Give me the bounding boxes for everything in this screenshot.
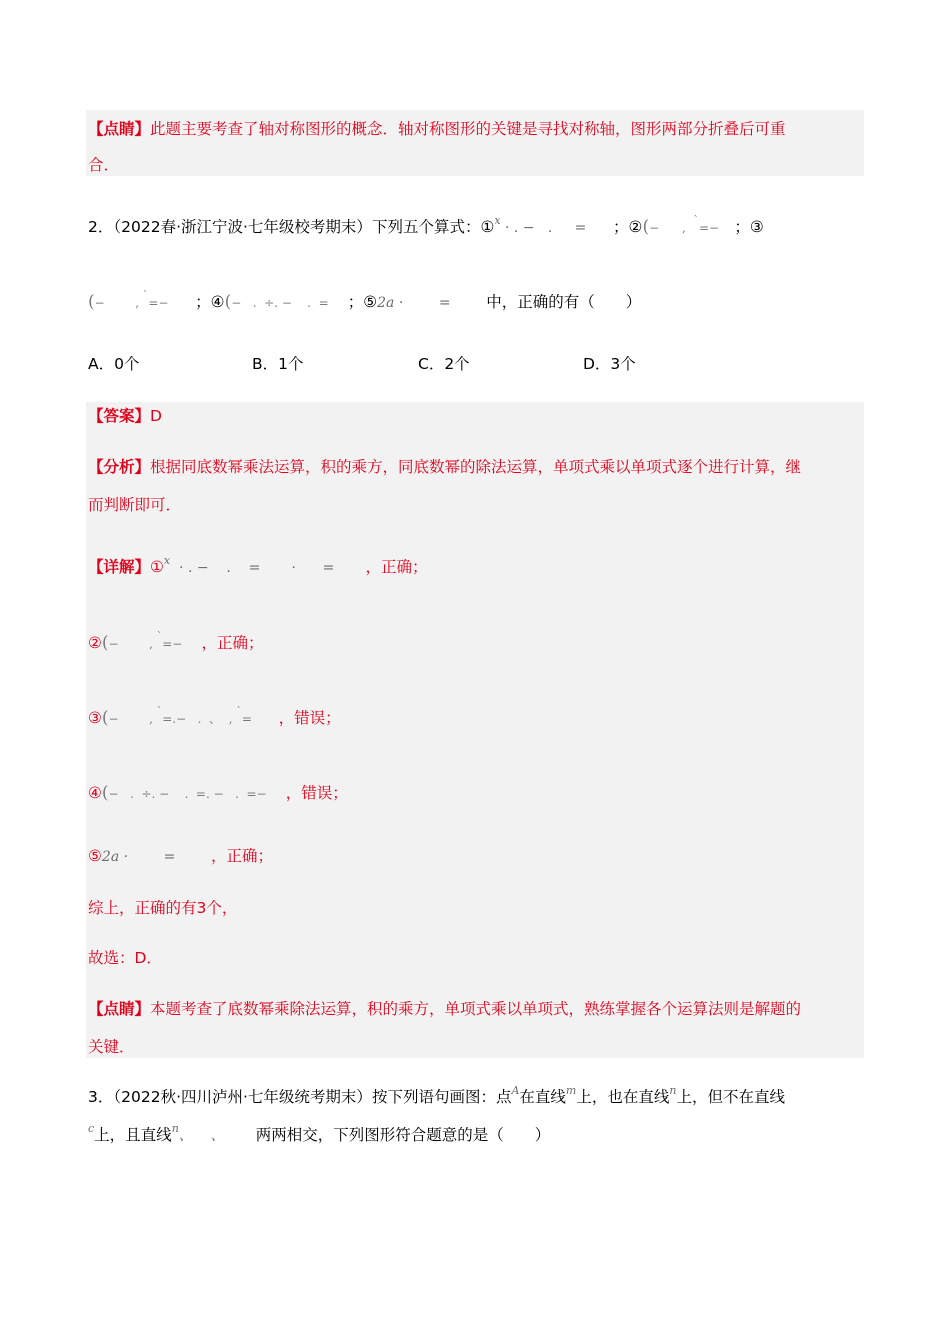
q2-source: （2022春·浙江宁波·七年级校考期末）: [113, 218, 372, 236]
comment-text: 本题考查了底数幂乘除法运算，积的乘方，单项式乘以单项式，熟练掌握各个运算法则是解题的: [150, 1000, 802, 1018]
q2-stem-e: ；⑤: [347, 293, 378, 311]
q2-formula-5: 2a · =: [377, 295, 487, 311]
detail-2-suffix: ，正确；: [201, 634, 264, 652]
q3-stem-line1: [88, 1086, 785, 1110]
q2-stem-f: 中，正确的有（ ）: [486, 293, 642, 311]
q2-stem-d: ；④: [195, 293, 225, 311]
q2-stem-b: ；②: [613, 218, 643, 236]
analysis-line2: 而判断即可．: [88, 496, 182, 514]
q3-point-a: A: [511, 1084, 520, 1097]
prev-comment-line1: [88, 118, 786, 140]
prev-comment-line2: 合．: [88, 156, 120, 174]
prev-comment-tag: 【点睛】: [88, 120, 151, 138]
choice-line: 故选：D．: [88, 949, 162, 967]
detail-3-formula: (: [101, 708, 109, 728]
q2-number: 2．: [88, 218, 114, 236]
answer-line: [88, 405, 162, 427]
comment-tag: 【点睛】: [88, 1000, 151, 1018]
analysis-text: 根据同底数幂乘法运算，积的乘方，同底数幂的除法运算，单项式乘以单项式逐个进行计算，继: [150, 458, 802, 476]
comment-line1: [88, 998, 801, 1020]
q3-stem-line2: [88, 1124, 550, 1148]
q2-option-c[interactable]: C．2个: [418, 355, 470, 373]
q3-stem-3: 上，也在直线: [576, 1088, 670, 1106]
q3-lines-formula: $^n$、 、: [171, 1122, 256, 1144]
prev-comment-text: 此题主要考查了轴对称图形的概念．轴对称图形的关键是寻找对称轴，图形两部分折叠后可重: [150, 120, 786, 138]
detail-5-prefix: ⑤: [88, 847, 102, 865]
detail-5-formula: 2a · =: [101, 849, 212, 865]
q3-number: 3．: [88, 1088, 114, 1106]
detail-1-prefix: ①: [150, 558, 164, 576]
q2-stem-c: ；③: [734, 218, 764, 236]
q2-option-b[interactable]: B．1个: [252, 355, 304, 373]
detail-4-suffix: ，错误；: [285, 784, 348, 802]
analysis-tag: 【分析】: [88, 458, 151, 476]
detail-4-prefix: ④: [88, 784, 102, 802]
detail-line3: ③(− , `=.− . 、 , `= ，错误；: [88, 705, 341, 728]
detail-4-formula: (: [101, 783, 109, 803]
q2-option-a[interactable]: A．0个: [88, 355, 140, 373]
answer-value: D: [150, 407, 162, 425]
q3-stem-6: 两两相交，下列图形符合题意的是（ ）: [255, 1126, 551, 1144]
q3-line-c: c: [88, 1122, 95, 1135]
detail-2-formula: (: [101, 633, 109, 653]
detail-5-suffix: ，正确；: [211, 847, 274, 865]
detail-2-prefix: ②: [88, 634, 102, 652]
q2-option-d[interactable]: D．3个: [583, 355, 636, 373]
q3-line-m: m: [565, 1084, 577, 1097]
analysis-line1: [88, 456, 801, 478]
q2-formula-2: (: [642, 217, 650, 237]
comment-line2: 关键．: [88, 1038, 135, 1056]
q2-formula-3: (: [88, 292, 95, 312]
detail-3-suffix: ，错误；: [278, 709, 341, 727]
q2-stem-a: 下列五个算式：①: [371, 218, 495, 236]
q3-stem-4: 上，但不在直线: [676, 1088, 785, 1106]
q2-formula-4: (: [224, 292, 232, 312]
detail-line2: ②(− , `=− ，正确；: [88, 630, 264, 653]
q3-stem-5: 上，且直线: [94, 1126, 172, 1144]
detail-1-formula: $^x$ · . − . = · =: [163, 554, 366, 576]
q2-stem-line2: (− , `=− ；④(− . ÷. − . = ；⑤2a · = 中，正确的有（ ）: [88, 289, 642, 312]
detail-line4: ④(− . ÷. − . =. − . =− ，错误；: [88, 783, 348, 803]
q2-formula-1: $^x$ · . − . =: [494, 214, 614, 236]
q3-line-n: n: [669, 1084, 677, 1097]
summary-line: 综上，正确的有3个，: [88, 899, 238, 917]
answer-tag: 【答案】: [88, 407, 151, 425]
q3-source: （2022秋·四川泸州·七年级统考期末）: [113, 1088, 372, 1106]
detail-3-prefix: ③: [88, 709, 102, 727]
q2-stem-line1: 2．（2022春·浙江宁波·七年级校考期末）下列五个算式：①$^x$ · . − . = ；②(− , `=− ；③: [88, 214, 764, 237]
detail-line1: [88, 556, 428, 580]
detail-1-suffix: ，正确；: [365, 558, 428, 576]
detail-tag: 【详解】: [88, 558, 151, 576]
detail-line5: [88, 845, 273, 868]
q3-stem-2: 在直线: [519, 1088, 566, 1106]
q3-stem-1: 按下列语句画图：点: [371, 1088, 512, 1106]
